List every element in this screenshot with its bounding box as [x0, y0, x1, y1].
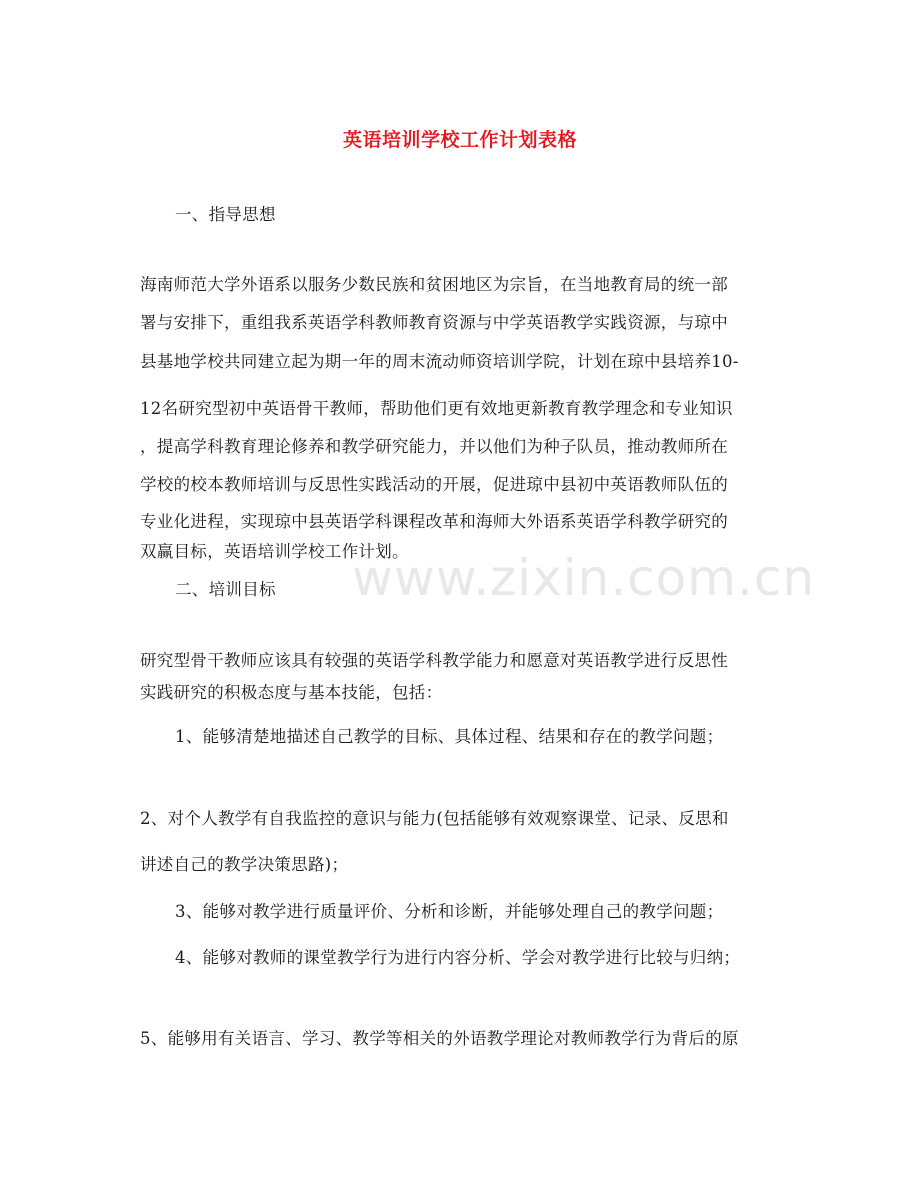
- list-item-2-continued: 讲述自己的教学决策思路)；: [140, 855, 349, 874]
- list-item-5: 5、能够用有关语言、学习、教学等相关的外语教学理论对教师教学行为背后的原: [140, 1029, 739, 1048]
- watermark: www.zixin.com.cn: [352, 549, 816, 607]
- section-heading-guiding-ideology: 一、指导思想: [175, 205, 276, 224]
- paragraph-line: 双赢目标，英语培训学校工作计划。: [140, 542, 409, 561]
- list-item-2: 2、对个人教学有自我监控的意识与能力(包括能够有效观察课堂、记录、反思和: [140, 809, 729, 828]
- paragraph-line: 学校的校本教师培训与反思性实践活动的开展，促进琼中县初中英语教师队伍的: [140, 475, 728, 494]
- paragraph-line: ，提高学科教育理论修养和教学研究能力，并以他们为种子队员，推动教师所在: [140, 437, 728, 456]
- list-item-4: 4、能够对教师的课堂教学行为进行内容分析、学会对教学进行比较与归纳；: [175, 948, 741, 967]
- list-item-1: 1、能够清楚地描述自己教学的目标、具体过程、结果和存在的教学问题；: [175, 727, 724, 746]
- paragraph-line: 海南师范大学外语系以服务少数民族和贫困地区为宗旨，在当地教育局的统一部: [140, 275, 728, 294]
- paragraph-line: 专业化进程，实现琼中县英语学科课程改革和海师大外语系英语学科教学研究的: [140, 512, 728, 531]
- paragraph-line: 县基地学校共同建立起为期一年的周末流动师资培训学院，计划在琼中县培养10-: [140, 352, 739, 371]
- paragraph-line: 12名研究型初中英语骨干教师，帮助他们更有效地更新教育教学理念和专业知识: [140, 399, 733, 418]
- list-item-3: 3、能够对教学进行质量评价、分析和诊断，并能够处理自己的教学问题；: [175, 902, 724, 921]
- paragraph-line: 署与安排下，重组我系英语学科教师教育资源与中学英语教学实践资源，与琼中: [140, 313, 728, 332]
- paragraph-line: 实践研究的积极态度与基本技能，包括：: [140, 683, 443, 702]
- document-title: 英语培训学校工作计划表格: [342, 129, 577, 151]
- section-heading-training-goals: 二、培训目标: [175, 580, 276, 599]
- paragraph-line: 研究型骨干教师应该具有较强的英语学科教学能力和愿意对英语教学进行反思性: [140, 651, 728, 670]
